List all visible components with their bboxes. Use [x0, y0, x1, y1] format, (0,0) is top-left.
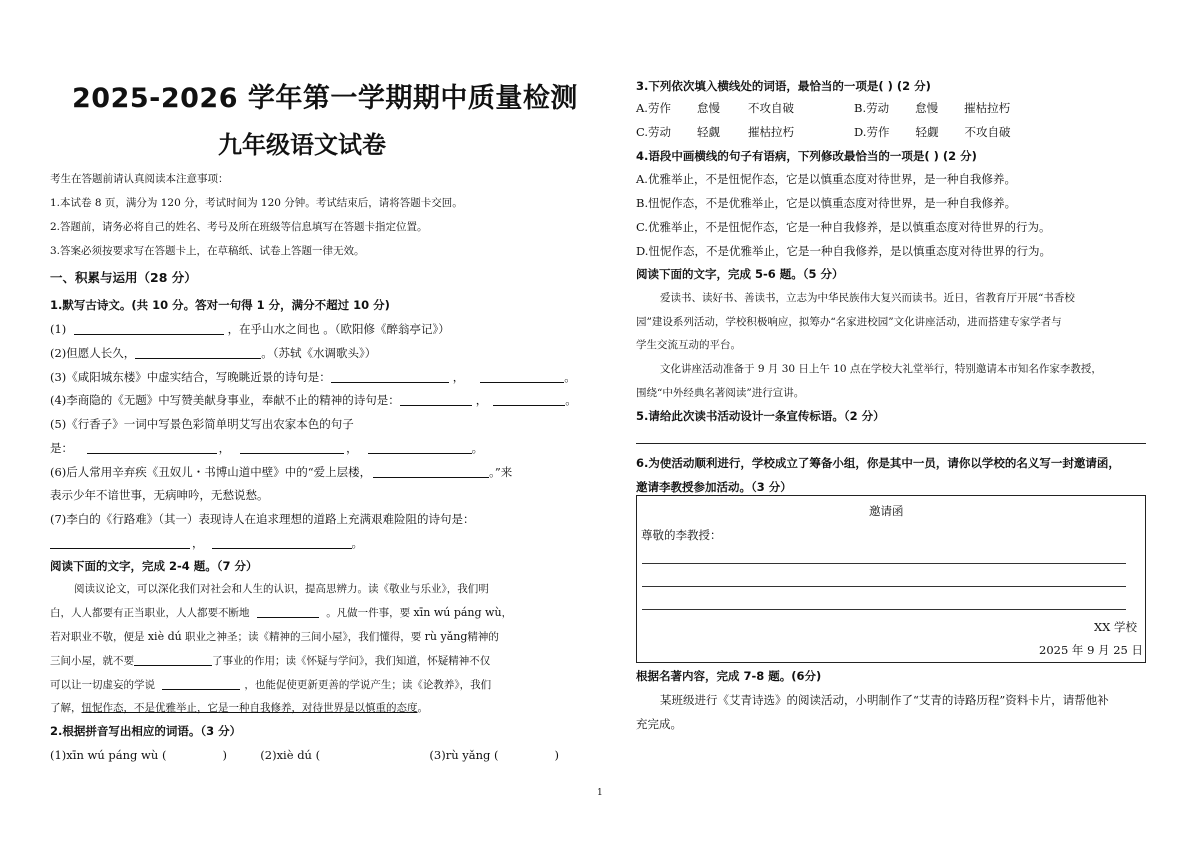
q1-line-9: (7)李白的《行路难》（其一）表现诗人在追求理想的道路上充满艰难险阻的诗句是： [50, 512, 475, 526]
q1-line-10 [50, 535, 363, 551]
invitation-box [636, 495, 1146, 663]
text: 。 [417, 702, 428, 714]
notice-intro: 考生在答题前请认真阅读本注意事项： [50, 173, 229, 185]
answer-blank[interactable] [400, 393, 472, 406]
invitation-greeting: 尊敬的李教授： [641, 528, 722, 542]
word: 摧枯拉朽 [964, 101, 1011, 115]
comma: ， [192, 536, 204, 550]
text: 可以让一切虚妄的学说 [50, 679, 155, 691]
q6-heading-2: 邀请李教授参加活动。（3 分） [636, 480, 792, 494]
answer-blank[interactable] [240, 441, 344, 454]
answer-blank[interactable] [373, 465, 489, 478]
q3-option-d[interactable] [854, 124, 1010, 140]
text: ， [501, 607, 513, 619]
word: 不攻自破 [747, 101, 794, 115]
notice-item-2: 2.答题前，请务必将自己的姓名、考号及所在班级等信息填写在答题卡指定位置。 [50, 221, 428, 233]
q1-line-7 [50, 464, 512, 480]
underlined-sentence: 忸怩作态，不是优雅举止，它是一种自我修养，对待世界是以慎重的态度 [81, 702, 418, 714]
answer-blank[interactable] [257, 605, 319, 618]
invitation-title: 邀请函 [869, 504, 904, 518]
answer-blank[interactable] [480, 370, 564, 383]
reading3-line-1: 某班级进行《艾青诗选》的阅读活动，小明制作了“艾青的诗路历程”资料卡片，请帮他补 [660, 693, 1109, 707]
answer-blank[interactable] [368, 441, 472, 454]
comma: ， [475, 393, 488, 407]
q1-2-tail: 。（苏轼《水调歌头》） [261, 346, 377, 360]
word: 怠慢 [696, 101, 720, 115]
section-heading: 一、积累与运用（28 分） [50, 270, 197, 285]
reading3-line-2: 充完成。 [636, 717, 682, 731]
q5-answer-line[interactable] [636, 443, 1146, 444]
paren: ) [222, 748, 227, 762]
q1-1-text: ，在乎山水之间也 。（欧阳修《醉翁亭记》） [227, 322, 450, 336]
exam-title: 2025-2026 学年第一学期期中质量检测 [72, 83, 578, 114]
q2-item-3: (3)rù yǎng ( [429, 748, 499, 762]
word: 轻觑 [697, 125, 721, 139]
answer-blank[interactable] [74, 322, 224, 335]
invitation-writing-line-3[interactable] [642, 609, 1126, 610]
text: 了事业的作用；读《怀疑与学问》，我们知道，怀疑精神不仅 [212, 655, 491, 667]
reading1-line-1: 阅读议论文，可以深化我们对社会和人生的认识，提高思辨力。读《敬业与乐业》，我们明 [74, 583, 489, 595]
q3-option-c[interactable] [636, 124, 794, 140]
q4-heading: 4.语段中画横线的句子有语病，下列修改最恰当的一项是( ) (2 分) [636, 149, 977, 163]
invitation-signature: XX 学校 [1094, 620, 1138, 634]
text: 三间小屋，就不要 [50, 655, 134, 667]
word: 怠慢 [915, 101, 939, 115]
reading1-line-2 [50, 605, 512, 621]
q4-option-a[interactable]: A.优雅举止，不是忸怩作态，它是以慎重态度对待世界，是一种自我修养。 [636, 172, 1016, 186]
text: 了解， [50, 702, 82, 714]
answer-blank[interactable] [87, 441, 217, 454]
word: D.劳作 [854, 125, 890, 139]
reading2-line-1: 爱读书、读好书、善读书，立志为中华民族伟大复兴而读书。近日，省教育厅开展“书香校 [660, 292, 1075, 304]
q3-heading: 3.下列依次填入横线处的词语，最恰当的一项是( ) (2 分) [636, 79, 931, 93]
q1-line-2 [50, 345, 376, 361]
q4-option-b[interactable]: B.忸怩作态，不是优雅举止，它是以慎重态度对待世界，是一种自我修养。 [636, 196, 1017, 210]
q1-2-text: (2)但愿人长久， [50, 346, 136, 360]
reading1-line-5 [50, 677, 491, 693]
q1-line-1 [50, 321, 450, 337]
answer-blank[interactable] [134, 653, 212, 666]
period: 。 [564, 370, 576, 384]
q1-heading: 1.默写古诗文。(共 10 分。答对一句得 1 分，满分不超过 10 分) [50, 298, 390, 312]
answer-blank[interactable] [493, 393, 565, 406]
q2-item-1: (1)xīn wú páng wù ( [50, 748, 167, 762]
reading3-heading: 根据名著内容，完成 7-8 题。(6分) [636, 669, 822, 683]
comma: ， [218, 441, 231, 455]
word: 轻觑 [915, 125, 939, 139]
word: 不攻自破 [964, 125, 1011, 139]
notice-item-1: 1.本试卷 8 页，满分为 120 分，考试时间为 120 分钟。考试结束后，请将答题卡交回。 [50, 197, 463, 209]
q1-4-text: (4)李商隐的《无题》中写赞美献身事业，奉献不止的精神的诗句是： [50, 393, 400, 407]
q2-item-2: (2)xiè dú ( [260, 748, 321, 762]
reading1-line-6 [50, 700, 428, 716]
text: 若对职业不敬，便是 [50, 631, 145, 643]
paren: ) [554, 748, 560, 762]
q1-line-6 [50, 440, 483, 456]
q1-line-3 [50, 369, 576, 385]
q1-5-label: 是： [50, 441, 73, 455]
q1-line-5: (5)《行香子》一词中写景色彩简单明艾写出农家本色的句子 [50, 417, 354, 431]
q1-line-4 [50, 392, 577, 408]
pinyin: xīn wú páng wù [413, 606, 502, 619]
answer-blank[interactable] [135, 346, 261, 359]
reading2-line-4: 文化讲座活动准备于 9 月 30 日上午 10 点在学校大礼堂举行，特别邀请本市知名作家李教授， [660, 363, 1102, 375]
q3-option-a[interactable] [636, 100, 794, 116]
text: 白，人人都要有正当职业，人人都要不断地 [50, 607, 250, 619]
q1-6-text: (6)后人常用辛弃疾《丑奴儿・书博山道中壁》中的“爱上层楼， [50, 465, 372, 479]
text: 职业之神圣；读《精神的三间小屋》，我们懂得，要 [185, 631, 422, 643]
word: C.劳动 [636, 125, 672, 139]
invitation-writing-line-2[interactable] [642, 586, 1126, 587]
text: ，也能促使更新更善的学说产生；读《论教养》，我们 [244, 679, 492, 691]
reading1-heading: 阅读下面的文字，完成 2-4 题。（7 分） [50, 559, 258, 573]
answer-blank[interactable] [331, 370, 449, 383]
word: 摧枯拉朽 [748, 125, 795, 139]
notice-item-3: 3.答案必须按要求写在答题卡上，在草稿纸、试卷上答题一律无效。 [50, 245, 365, 257]
q1-3-text: (3)《咸阳城东楼》中虚实结合，写晚眺近景的诗句是： [50, 370, 331, 384]
reading2-line-5: 围绕“中外经典名著阅读”进行宣讲。 [636, 387, 805, 399]
q2-heading: 2.根据拼音写出相应的词语。（3 分） [50, 724, 242, 738]
comma: ， [452, 370, 465, 384]
word: A.劳作 [636, 101, 671, 115]
invitation-writing-line-1[interactable] [642, 563, 1126, 564]
invitation-date: 2025 年 9 月 25 日 [1039, 643, 1143, 657]
comma: ， [346, 441, 358, 455]
answer-blank[interactable] [212, 536, 352, 549]
page-number: 1 [597, 788, 603, 798]
answer-blank[interactable] [162, 677, 240, 690]
period: 。 [565, 393, 577, 407]
q4-option-d[interactable]: D.忸怩作态，不是优雅举止，它是一种自我修养，是以慎重态度对待世界的行为。 [636, 244, 1051, 258]
text: 精神的 [467, 631, 499, 643]
q1-6-tail: 。”来 [489, 465, 513, 479]
q6-heading-1: 6.为使活动顺利进行，学校成立了筹备小组，你是其中一员，请你以学校的名义写一封邀请函， [636, 456, 1120, 470]
reading2-heading: 阅读下面的文字，完成 5-6 题。（5 分） [636, 267, 844, 281]
q5-heading: 5.请给此次读书活动设计一条宣传标语。（2 分） [636, 409, 885, 423]
exam-subtitle: 九年级语文试卷 [218, 131, 386, 159]
pinyin: rù yǎng [424, 630, 468, 643]
reading1-line-3 [50, 629, 499, 645]
reading2-line-3: 学生交流互动的平台。 [636, 339, 741, 351]
q1-line-8: 表示少年不谙世事，无病呻吟，无愁说愁。 [50, 488, 269, 502]
period: 。 [351, 536, 363, 550]
period: 。 [471, 441, 484, 455]
text: 。凡做一件事，要 [326, 607, 411, 619]
q3-option-b[interactable] [854, 100, 1010, 116]
answer-blank[interactable] [50, 536, 190, 549]
reading1-line-4 [50, 653, 490, 669]
q1-1-label: (1) [50, 322, 67, 336]
reading2-line-2: 园”建设系列活动，学校积极响应，拟筹办“名家进校园”文化讲座活动，进而搭建专家学者与 [636, 316, 1062, 328]
pinyin: xiè dú [147, 630, 182, 643]
q2-answers [50, 747, 559, 763]
q4-option-c[interactable]: C.优雅举止，不是忸怩作态，它是一种自我修养，是以慎重态度对待世界的行为。 [636, 220, 1051, 234]
word: B.劳动 [854, 101, 890, 115]
